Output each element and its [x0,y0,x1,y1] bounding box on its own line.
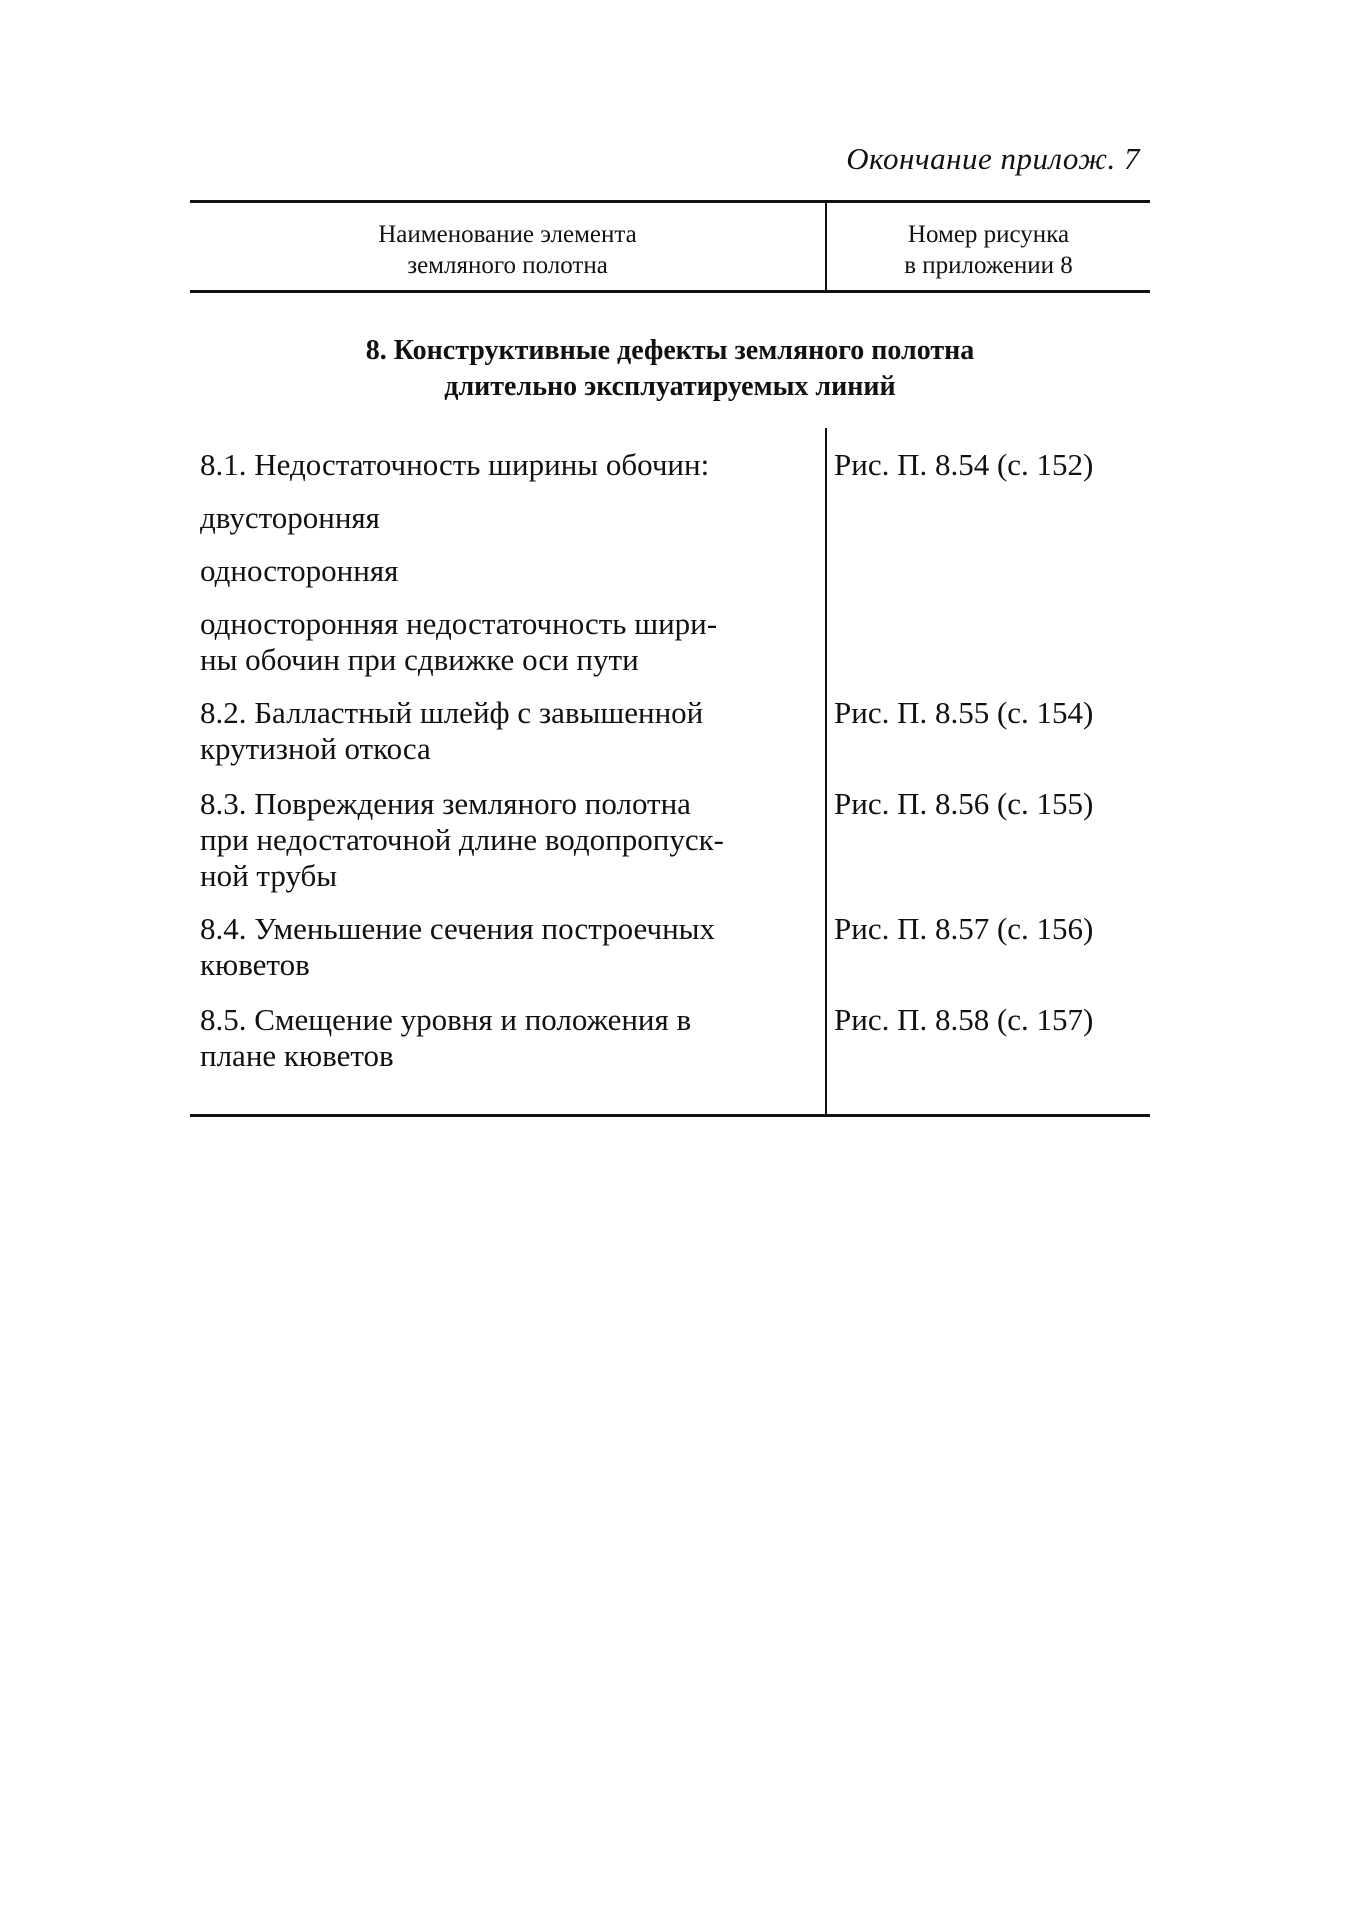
row-figure-reference: Рис. П. 8.55 (с. 154) [834,695,1094,730]
row-text-line: 8.1. Недостаточность ширины обочин: [200,447,710,482]
table-top-rule [190,200,1150,203]
row-text-line: крутизной откоса [200,731,431,766]
row-element-name [200,553,810,589]
row-element-name [200,500,810,536]
row-figure-reference: Рис. П. 8.54 (с. 152) [834,447,1094,482]
row-text-line: двусторонняя [200,500,380,535]
row-text-line: ны обочин при сдвижке оси пути [200,642,639,677]
section-title-line: 8. Конструктивные дефекты земляного полотна [365,335,975,366]
column-header-line: земляного полотна [407,252,608,279]
row-text-line: ной трубы [200,858,338,893]
row-text-line: односторонняя недостаточность шири- [200,606,718,641]
row-text-line: 8.4. Уменьшение сечения построечных [200,911,715,946]
row-text-line: плане кюветов [200,1038,394,1073]
row-figure-reference: Рис. П. 8.56 (с. 155) [834,786,1094,821]
column-header-figure-number [827,219,1150,281]
column-header-line: Наименование элемента [378,221,637,248]
header-bottom-rule [190,290,1150,293]
page-continuation-header: Окончание прилож. 7 [846,141,1140,176]
row-text-line: 8.3. Повреждения земляного полотна [200,786,691,821]
column-header-element-name [190,219,825,281]
row-text-line: 8.5. Смещение уровня и положения в [200,1002,692,1037]
row-figure-reference: Рис. П. 8.57 (с. 156) [834,911,1094,946]
row-element-name [200,911,810,983]
row-text-line: 8.2. Балластный шлейф с завышенной [200,695,704,730]
row-element-name [200,1002,810,1074]
column-header-line: Номер рисунка [907,221,1070,248]
row-figure-reference: Рис. П. 8.58 (с. 157) [834,1002,1094,1037]
row-element-name [200,606,810,678]
table-bottom-rule [190,1114,1150,1117]
section-title-line: длительно эксплуатируемых линий [444,371,896,402]
section-title [190,333,1150,405]
row-text-line: при недостаточной длине водопропуск- [200,822,724,857]
row-text-line: односторонняя [200,553,399,588]
column-header-line: в приложении 8 [904,252,1073,279]
body-column-divider [825,428,827,1114]
row-text-line: кюветов [200,947,310,982]
row-element-name [200,695,810,767]
row-element-name [200,786,810,894]
row-element-name [200,447,810,483]
